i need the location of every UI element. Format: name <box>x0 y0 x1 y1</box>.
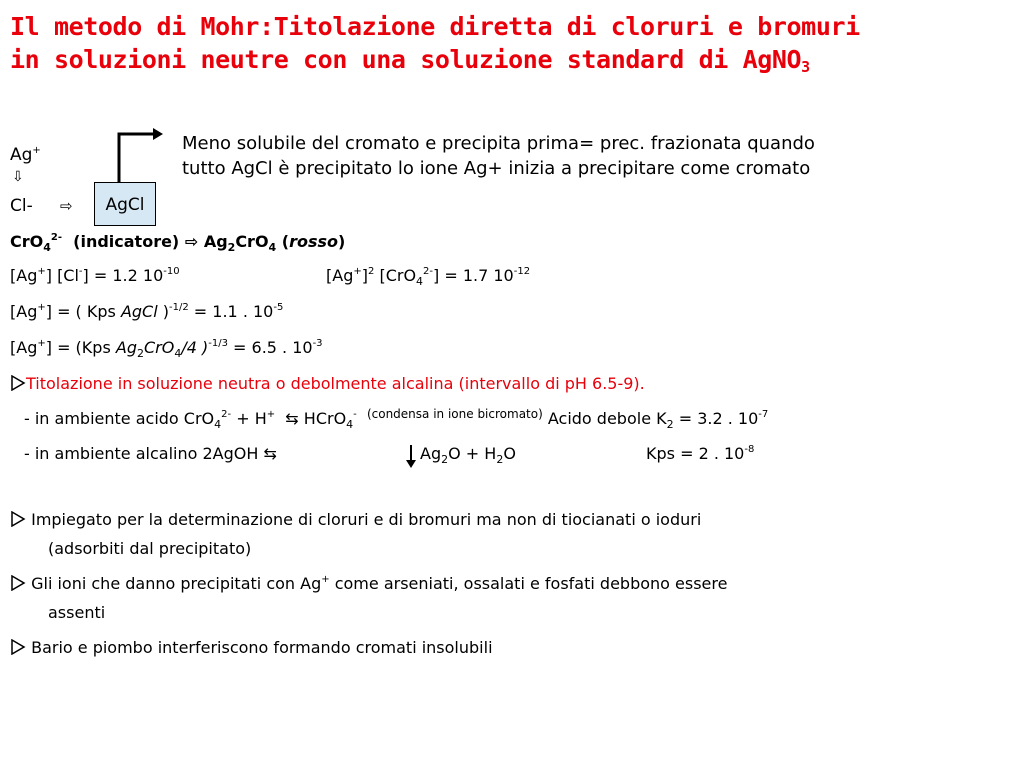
ag2o-kps: Kps = 2 . $10^{-8}$ <box>646 444 755 463</box>
bullet-impiegato: Impiegato per la determinazione di cloruri e di bromuri ma non di tiocianati o ioduri (adsorbiti dal precipitato) <box>10 505 701 563</box>
solubility-product-agcl: [Ag+] [Cl-] = 1.2 $10^{-10}$ <box>10 266 180 285</box>
right-arrow-icon: ⇨ <box>60 197 73 215</box>
ag2o-product: $Ag_2O + H_2O$ <box>420 444 516 466</box>
ag-concentration-agcl: [Ag+] = ( Kps AgCl )$^{-1/2}$ = 1.1 . $10^{-5}$ <box>10 302 284 321</box>
slide-title <box>10 10 860 76</box>
agcl-box: AgCl <box>94 182 156 226</box>
precipitation-arrow-icon <box>115 128 165 184</box>
alkaline-environment-line: - in ambiente alcalino 2AgOH ⇆ <box>24 444 277 463</box>
title-line-1: Il metodo di Mohr:Titolazione diretta di cloruri e bromuri <box>10 12 860 41</box>
triangle-bullet-icon <box>10 375 26 391</box>
indicator-line: CrO$_4^{2-}$ (indicatore) ⇨ $Ag_2CrO_4$ (rosso) <box>10 232 346 254</box>
title-line-2: in soluzioni neutre con una soluzione standard di AgNO$_3$ <box>10 45 810 76</box>
titolazione-line: Titolazione in soluzione neutra o debolmente alcalina (intervallo di pH 6.5-9). <box>10 374 645 394</box>
down-arrow-icon: ⇩ <box>12 169 24 185</box>
triangle-bullet-icon <box>10 511 26 527</box>
precipitate-down-arrow-icon <box>405 445 417 469</box>
acid-environment-line: - in ambiente acido CrO$_4^{2-}$ + H+ ⇆ HCrO$_4$- $^{(condensa in ione bicromato)}$ Acido debole $K_2 = 3.2$ . $10^{-7}$ <box>24 407 769 431</box>
solubility-product-ag2cro4: $[Ag^+]^2$ [CrO$_4^{2-}$] = 1.7 $10^{-12}$ <box>326 266 531 288</box>
scheme-note: Meno solubile del cromato e precipita prima= prec. frazionata quando tutto AgCl è precipitato lo ione Ag+ inizia a precipitare come cromato <box>182 133 815 179</box>
triangle-bullet-icon <box>10 575 26 591</box>
cl-ion-label: Cl- <box>10 196 33 216</box>
triangle-bullet-icon <box>10 639 26 655</box>
bullet-ioni: Gli ioni che danno precipitati con Ag+ come arseniati, ossalati e fosfati debbono essere assenti <box>10 569 727 627</box>
ag-ion-label: Ag+ <box>10 145 41 165</box>
ag-concentration-ag2cro4: [Ag+] = (Kps $Ag_2CrO_4/4$ )$^{-1/3}$ = 6.5 . $10^{-3}$ <box>10 338 323 360</box>
bullet-bario: Bario e piombo interferiscono formando cromati insolubili <box>10 633 493 662</box>
